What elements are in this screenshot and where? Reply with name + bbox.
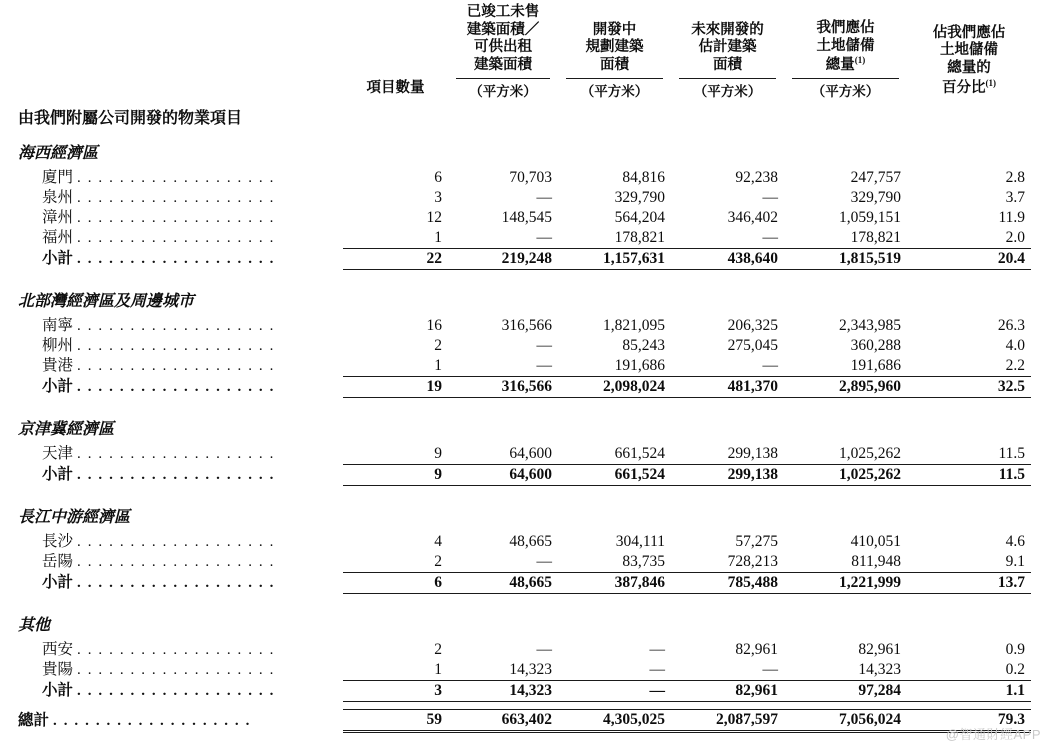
table-row <box>18 532 1031 552</box>
row-value-2: — <box>536 357 552 375</box>
header-col-4-line-3: 面積 <box>713 57 742 74</box>
table-body <box>18 102 1031 134</box>
row-label: 貴陽 . . . . . . . . . . . . . . . . . . . <box>42 661 275 679</box>
table-row <box>18 640 1031 660</box>
row-spacer <box>18 702 1031 710</box>
row-value-6: 4.0 <box>1005 337 1025 355</box>
row-value-2: — <box>536 641 552 659</box>
subtotal-label: 小計 . . . . . . . . . . . . . . . . . . . <box>42 574 275 592</box>
row-value-6: 9.1 <box>1005 553 1025 571</box>
row-value-4: 728,213 <box>727 553 778 571</box>
section-title: 由我們附屬公司開發的物業項目 <box>18 110 243 128</box>
header-col-5-rule <box>792 78 899 79</box>
row-value-4: — <box>762 229 778 247</box>
header-col-3 <box>558 4 671 102</box>
row-value-6: 26.3 <box>997 317 1025 335</box>
region-name: 長江中游經濟區 <box>18 509 131 527</box>
subtotal-value-1: 19 <box>343 377 448 398</box>
subtotal-label: 小計 . . . . . . . . . . . . . . . . . . . <box>42 466 275 484</box>
header-col-3-line-3: 面積 <box>600 57 629 74</box>
header-col-1-line-1: 項目數量 <box>366 79 425 96</box>
row-value-6: 2.8 <box>1005 169 1025 187</box>
row-label: 西安 . . . . . . . . . . . . . . . . . . . <box>42 641 275 659</box>
row-value-5: 329,790 <box>850 189 901 207</box>
table-row <box>18 168 1031 188</box>
row-label: 南寧 . . . . . . . . . . . . . . . . . . . <box>42 317 275 335</box>
subtotal-value-5: 1,221,999 <box>784 573 907 594</box>
subtotal-row-5 <box>18 681 1031 702</box>
row-value-4: 206,325 <box>727 317 778 335</box>
row-value-5: 82,961 <box>858 641 901 659</box>
header-col-3-unit: （平方米） <box>580 83 649 99</box>
row-value-6: 3.7 <box>1005 189 1025 207</box>
row-label: 漳州 . . . . . . . . . . . . . . . . . . . <box>42 209 275 227</box>
subtotal-value-3: — <box>558 681 671 702</box>
row-value-2: — <box>536 229 552 247</box>
row-value-3: 83,735 <box>622 553 665 571</box>
subtotal-value-4: 481,370 <box>671 377 784 398</box>
row-value-2: 316,566 <box>501 317 552 335</box>
row-spacer <box>18 486 1031 499</box>
table-row <box>18 444 1031 465</box>
row-value-3: — <box>649 641 665 659</box>
row-value-5: 811,948 <box>851 553 901 571</box>
subtotal-row-2 <box>18 377 1031 398</box>
header-col-1 <box>343 4 448 102</box>
subtotal-value-2: 14,323 <box>448 681 558 702</box>
row-value-2: 148,545 <box>501 209 552 227</box>
subtotal-value-6: 32.5 <box>907 377 1031 398</box>
row-value-5: 360,288 <box>850 337 901 355</box>
header-col-3-line-2: 規劃建築 <box>585 39 644 56</box>
subtotal-value-2: 48,665 <box>448 573 558 594</box>
header-col-2-line-1: 已竣工未售 <box>466 4 540 20</box>
grand-total-label: 總計 . . . . . . . . . . . . . . . . . . . <box>18 711 251 729</box>
header-col-5-line-3: 總量 <box>825 57 855 74</box>
row-value-5: 1,025,262 <box>839 445 901 463</box>
subtotal-value-2: 219,248 <box>448 249 558 270</box>
table-row <box>18 336 1031 356</box>
table-row <box>18 208 1031 228</box>
row-value-6: 4.6 <box>1005 533 1025 551</box>
row-value-1: 2 <box>434 641 442 659</box>
header-col-3-rule <box>566 78 663 79</box>
section-title-row <box>18 102 1031 134</box>
grand-total-value-6: 79.3 <box>907 710 1031 732</box>
subtotal-value-6: 20.4 <box>907 249 1031 270</box>
row-label: 福州 . . . . . . . . . . . . . . . . . . . <box>42 229 275 247</box>
region-header-3 <box>18 410 1031 444</box>
header-col-2-line-3: 可供出租 <box>474 39 532 56</box>
row-value-1: 1 <box>434 357 442 375</box>
row-value-3: 1,821,095 <box>603 317 665 335</box>
header-col-6-note: (1) <box>985 77 996 88</box>
row-value-1: 2 <box>434 337 442 355</box>
header-col-4-line-2: 估計建築 <box>698 39 757 56</box>
row-label: 岳陽 . . . . . . . . . . . . . . . . . . . <box>42 553 275 571</box>
row-value-2: 70,703 <box>509 169 552 187</box>
table-row <box>18 188 1031 208</box>
region-header-4 <box>18 498 1031 532</box>
subtotal-label: 小計 . . . . . . . . . . . . . . . . . . . <box>42 250 275 268</box>
subtotal-value-6: 1.1 <box>907 681 1031 702</box>
subtotal-value-2: 316,566 <box>448 377 558 398</box>
watermark: @智通財經APP <box>945 727 1041 742</box>
header-col-6-line-3: 總量的 <box>947 60 991 77</box>
subtotal-value-4: 438,640 <box>671 249 784 270</box>
row-value-2: — <box>536 189 552 207</box>
subtotal-value-3: 2,098,024 <box>558 377 671 398</box>
table-header <box>18 4 1031 102</box>
row-value-4: — <box>762 189 778 207</box>
subtotal-value-3: 661,524 <box>558 465 671 486</box>
header-col-2-line-2: 建築面積／ <box>466 21 540 38</box>
row-value-1: 16 <box>426 317 442 335</box>
row-value-4: — <box>762 357 778 375</box>
row-value-6: 11.5 <box>998 445 1025 463</box>
table-row <box>18 228 1031 249</box>
table-row <box>18 356 1031 377</box>
subtotal-value-4: 785,488 <box>671 573 784 594</box>
region-header-2 <box>18 282 1031 316</box>
row-value-1: 4 <box>434 533 442 551</box>
row-value-2: — <box>536 337 552 355</box>
subtotal-row-4 <box>18 573 1031 594</box>
row-value-1: 1 <box>434 661 442 679</box>
table-regions-body <box>18 134 1031 732</box>
header-col-5-line-1: 我們應佔 <box>816 19 875 36</box>
subtotal-label: 小計 . . . . . . . . . . . . . . . . . . . <box>42 682 275 700</box>
grand-total-value-5: 7,056,024 <box>784 710 907 732</box>
row-value-3: 178,821 <box>614 229 665 247</box>
row-value-3: 84,816 <box>622 169 665 187</box>
row-value-4: 92,238 <box>735 169 778 187</box>
row-value-1: 12 <box>426 209 442 227</box>
row-value-5: 1,059,151 <box>839 209 901 227</box>
region-name: 海西經濟區 <box>18 145 99 163</box>
subtotal-value-5: 97,284 <box>784 681 907 702</box>
header-col-5-note: (1) <box>854 55 866 66</box>
header-blank <box>18 4 343 102</box>
row-value-4: 346,402 <box>727 209 778 227</box>
region-header-5 <box>18 606 1031 640</box>
header-col-2-line-4: 建築面積 <box>474 57 532 74</box>
subtotal-row-3 <box>18 465 1031 486</box>
grand-total-value-2: 663,402 <box>448 710 558 732</box>
region-name: 其他 <box>18 617 51 635</box>
row-value-5: 14,323 <box>858 661 901 679</box>
subtotal-value-3: 387,846 <box>558 573 671 594</box>
row-value-6: 2.0 <box>1005 229 1025 247</box>
row-value-4: 82,961 <box>735 641 778 659</box>
grand-total-value-3: 4,305,025 <box>558 710 671 732</box>
header-col-6 <box>907 4 1031 102</box>
table-row <box>18 552 1031 573</box>
row-value-5: 178,821 <box>850 229 901 247</box>
row-value-5: 410,051 <box>850 533 901 551</box>
header-col-6-line-1: 佔我們應佔 <box>932 24 1006 41</box>
subtotal-value-6: 13.7 <box>907 573 1031 594</box>
subtotal-value-5: 1,815,519 <box>784 249 907 270</box>
row-value-1: 9 <box>434 445 442 463</box>
row-value-4: 275,045 <box>727 337 778 355</box>
subtotal-value-1: 6 <box>343 573 448 594</box>
grand-total-value-4: 2,087,597 <box>671 710 784 732</box>
subtotal-value-5: 2,895,960 <box>784 377 907 398</box>
header-col-2 <box>448 4 558 102</box>
region-header-1 <box>18 134 1031 168</box>
row-value-4: — <box>762 661 778 679</box>
header-col-6-line-4: 百分比 <box>942 79 986 96</box>
document-page <box>0 4 1049 747</box>
row-label: 長沙 . . . . . . . . . . . . . . . . . . . <box>42 533 275 551</box>
grand-total-value-1: 59 <box>343 710 448 732</box>
subtotal-value-1: 3 <box>343 681 448 702</box>
header-col-4-unit: （平方米） <box>693 83 762 99</box>
row-value-3: 661,524 <box>614 445 665 463</box>
row-value-5: 2,343,985 <box>839 317 901 335</box>
row-value-3: 329,790 <box>614 189 665 207</box>
header-col-2-unit: （平方米） <box>469 83 537 99</box>
table-row <box>18 660 1031 681</box>
subtotal-value-3: 1,157,631 <box>558 249 671 270</box>
header-col-5-unit: （平方米） <box>811 83 880 99</box>
subtotal-value-2: 64,600 <box>448 465 558 486</box>
row-label: 廈門 . . . . . . . . . . . . . . . . . . . <box>42 169 275 187</box>
header-col-5 <box>784 4 907 102</box>
header-col-4-line-1: 未來開發的 <box>691 21 764 38</box>
row-value-1: 2 <box>434 553 442 571</box>
header-col-4-rule <box>679 78 776 79</box>
row-spacer <box>18 594 1031 607</box>
row-value-3: 191,686 <box>614 357 665 375</box>
row-value-4: 57,275 <box>735 533 778 551</box>
row-value-3: — <box>649 661 665 679</box>
subtotal-value-4: 82,961 <box>671 681 784 702</box>
row-value-6: 11.9 <box>998 209 1025 227</box>
row-value-2: — <box>536 553 552 571</box>
subtotal-label: 小計 . . . . . . . . . . . . . . . . . . . <box>42 378 275 396</box>
header-col-6-line-2: 土地儲備 <box>940 42 998 59</box>
header-col-3-line-1: 開發中 <box>592 21 637 38</box>
row-value-1: 1 <box>434 229 442 247</box>
region-name: 京津冀經濟區 <box>18 421 115 439</box>
row-value-3: 85,243 <box>622 337 665 355</box>
row-value-6: 2.2 <box>1005 357 1025 375</box>
row-value-5: 191,686 <box>850 357 901 375</box>
header-col-2-rule <box>456 78 550 79</box>
row-label: 天津 . . . . . . . . . . . . . . . . . . . <box>42 445 275 463</box>
table-row <box>18 316 1031 336</box>
row-label: 貴港 . . . . . . . . . . . . . . . . . . . <box>42 357 275 375</box>
row-spacer <box>18 398 1031 411</box>
region-name: 北部灣經濟區及周邊城市 <box>18 293 195 311</box>
row-value-5: 247,757 <box>850 169 901 187</box>
row-value-3: 564,204 <box>614 209 665 227</box>
row-value-6: 0.2 <box>1005 661 1025 679</box>
row-label: 泉州 . . . . . . . . . . . . . . . . . . . <box>42 189 275 207</box>
row-value-4: 299,138 <box>727 445 778 463</box>
row-value-6: 0.9 <box>1005 641 1025 659</box>
subtotal-row-1 <box>18 249 1031 270</box>
row-value-1: 6 <box>434 169 442 187</box>
row-value-2: 48,665 <box>509 533 552 551</box>
row-value-3: 304,111 <box>615 533 665 551</box>
subtotal-value-6: 11.5 <box>907 465 1031 486</box>
subtotal-value-4: 299,138 <box>671 465 784 486</box>
row-label: 柳州 . . . . . . . . . . . . . . . . . . . <box>42 337 275 355</box>
subtotal-value-5: 1,025,262 <box>784 465 907 486</box>
subtotal-value-1: 22 <box>343 249 448 270</box>
row-value-2: 14,323 <box>509 661 552 679</box>
subtotal-value-1: 9 <box>343 465 448 486</box>
row-value-1: 3 <box>434 189 442 207</box>
grand-total-row <box>18 710 1031 732</box>
header-col-4 <box>671 4 784 102</box>
row-spacer <box>18 270 1031 283</box>
property-projects-table <box>18 4 1031 733</box>
row-value-2: 64,600 <box>509 445 552 463</box>
header-col-5-line-2: 土地儲備 <box>816 37 875 54</box>
